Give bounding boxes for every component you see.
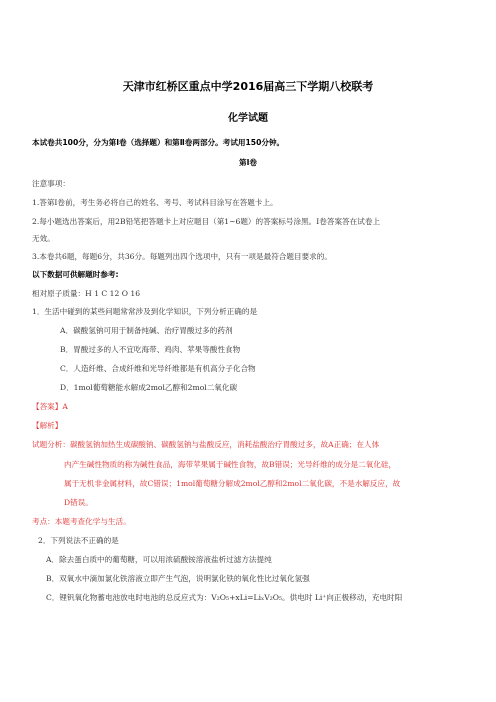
question-1-analysis-line: 内产生碱性物质的称为碱性食品，海带苹果属于碱性食物，故B错误；光导纤维的成分是二氧化硅， [64, 460, 397, 469]
question-1-analysis-line: 属于无机非金属材料，故C错误；1mol葡萄糖分解成2mol乙醇和2mol二氧化碳，不是水解反应，故 [64, 479, 401, 488]
section-heading: 第Ⅰ卷 [238, 158, 257, 167]
note-line: 2.每小题选出答案后，用2B铅笔把答题卡上对应题目（第1~6题）的答案标号涂黑。Ⅰ卷答案答在试卷上 [32, 217, 381, 226]
notes-heading: 注意事项： [32, 179, 70, 188]
question-1-analysis-line: D错误。 [64, 498, 93, 507]
question-2-option-b: B．双氧水中滴加氯化铁溶液立即产生气泡，说明氯化铁的氧化性比过氧化氢强 [46, 574, 310, 583]
exam-intro: 本试卷共100分，分为第Ⅰ卷（选择题）和第Ⅱ卷两部分。考试用150分钟。 [32, 138, 285, 147]
question-1-option-b: B．胃酸过多的人不宜吃海带、鸡肉、苹果等酸性食物 [60, 345, 241, 354]
question-1-option-c: C．人造纤维、合成纤维和光导纤维都是有机高分子化合物 [60, 364, 256, 373]
question-2-option-a: A．除去蛋白质中的葡萄糖，可以用浓硫酸铵溶液盐析过滤方法提纯 [46, 555, 272, 564]
question-1-analysis-label: 【解析】 [32, 421, 63, 430]
note-line: 无效。 [32, 234, 55, 243]
note-line: 3.本卷共6题，每题6分，共36分。每题列出四个选项中，只有一项是最符合题目要求的。 [32, 252, 332, 261]
document-title: 天津市红桥区重点中学2016届高三下学期八校联考 [122, 80, 374, 93]
question-1-option-d: D．1mol葡萄糖能水解成2mol乙醇和2mol二氧化碳 [60, 383, 238, 392]
question-1-topic: 考点：本题考查化学与生活。 [32, 517, 131, 526]
question-2-stem: 2．下列说法不正确的是 [38, 536, 119, 545]
data-heading: 以下数据可供解题时参考: [32, 270, 119, 279]
note-line: 1.答第Ⅰ卷前，考生务必将自己的姓名、考号、考试科目涂写在答题卡上。 [32, 198, 278, 207]
document-subtitle: 化学试题 [228, 113, 268, 124]
question-2-option-c: C．锂钒氧化物蓄电池放电时电池的总反应式为：V₂O₅+xLi=LiₓV₂O₅。供电时 Li⁺向正极移动，充电时阳 [46, 593, 403, 602]
question-1-stem: 1．生活中碰到的某些问题常常涉及到化学知识，下列分析正确的是 [32, 307, 258, 316]
question-1-analysis-line: 试题分析：碳酸氢钠加热生成碳酸钠、碳酸氢钠与盐酸反应，消耗盐酸治疗胃酸过多，故A正确；在人体 [32, 440, 380, 449]
question-1-option-a: A．碳酸氢钠可用于制备纯碱、治疗胃酸过多的药剂 [60, 326, 233, 335]
atomic-mass: 相对原子质量：H 1 C 12 O 16 [32, 289, 141, 298]
question-1-answer: 【答案】A [32, 402, 68, 411]
